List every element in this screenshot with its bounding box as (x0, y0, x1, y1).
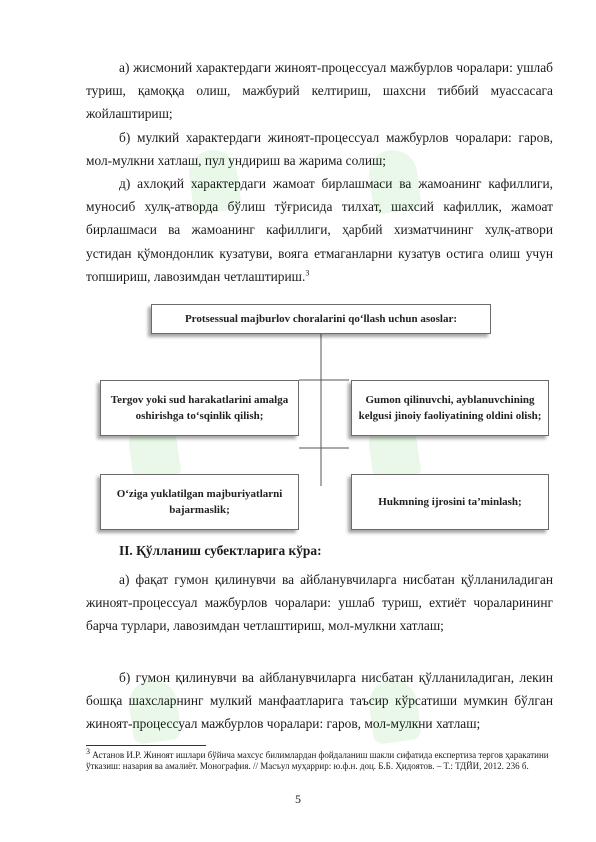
diagram-box-obligations (100, 474, 299, 530)
page-number: 5 (295, 792, 301, 806)
diagram-box-investigation (100, 380, 299, 436)
paragraph-third-party: б) гумон қилинувчи ва айбланувчиларга нисбатан қўлланиладиган, лекин бошқа шахсларнинг мулкий манфаатларига таъсир кўрсатиши мумкин бўлган жиноят-процессуал мажбурлов чоралари: гаров, мол-мулкни хатлаш; (86, 670, 553, 732)
diagram-label-obligations: O‘ziga yuklatilgan majburiyatlarni bajarmaslik; (116, 488, 283, 516)
diagram-box-verdict (351, 474, 549, 530)
diagram-root-label: Protsessual majburlov choralarini qo‘llash uchun asoslar: (184, 313, 458, 325)
paragraph-moral-text: д) ахлоқий характердаги жамоат бирлашмаси ва жамоанинг кафиллиги, муносиб хулқ-атворда бўлиш тўғрисида тилхат, шахсий кафиллик, жамоат бирлашмаси ва жамоанинг кафиллиги, ҳарбий хизматчининг хулқ-атвори устидан қўмондонлик кузатуви, вояга етмаганларни кузатув остига олиш учун топшириш, лавозимдан четлаштириш. (86, 176, 553, 284)
diagram-label-prevention: Gumon qilinuvchi, ayblanuvchining kelgusi jinoiy faoliyatining oldini olish; (358, 394, 542, 422)
diagram-label-verdict: Hukmning ijrosini ta’minlash; (378, 496, 522, 508)
paragraph-suspects-only: а) фақат гумон қилинувчи ва айбланувчиларга нисбатан қўлланиладиган жиноят-процессуал мажбурлов чоралари: ушлаб туриш, ехтиёт чораларининг барча турлари, лавозимдан четлаштириш, мол-мулкни хатлаш; (86, 572, 553, 634)
diagram-label-investigation: Tergov yoki sud harakatlarini amalga oshirishga to‘sqinlik qilish; (110, 394, 289, 422)
diagram-box-prevention (351, 380, 549, 436)
paragraph-property-measures: б) мулкий характердаги жиноят-процессуал мажбурлов чоралари: гаров, мол-мулкни хатлаш, пул ундириш ва жарима солиш; (86, 130, 553, 169)
paragraph-moral-measures (86, 172, 553, 288)
footnote-reference: 3 (305, 268, 310, 278)
paragraph-physical-measures: а) жисмоний характердаги жиноят-процессуал мажбурлов чоралари: ушлаб туриш, қамоққа олиш, мажбурий келтириш, шахсни тиббий муассасага жойлаштириш; (86, 60, 553, 122)
footnote-mark: 3 (86, 747, 90, 756)
section-heading: II. Қўлланиш субектларига кўра: (119, 543, 322, 558)
footnote-text: Астанов И.Р. Жиноят ишлари бўйича махсус билимлардан фойдаланиш шакли сифатида експертиза тергов ҳаракатини ўтказиш: назария ва амалиёт. Монография. // Масъул муҳаррир: ю.ф.н. доц. Б.Б. Ҳидоятов. – Т.: ТДЙИ, 2012. 236 б. (86, 750, 549, 771)
footnote (86, 747, 553, 772)
diagram-root-box (151, 304, 491, 334)
grounds-diagram (93, 298, 549, 534)
footnote-divider (86, 745, 206, 746)
